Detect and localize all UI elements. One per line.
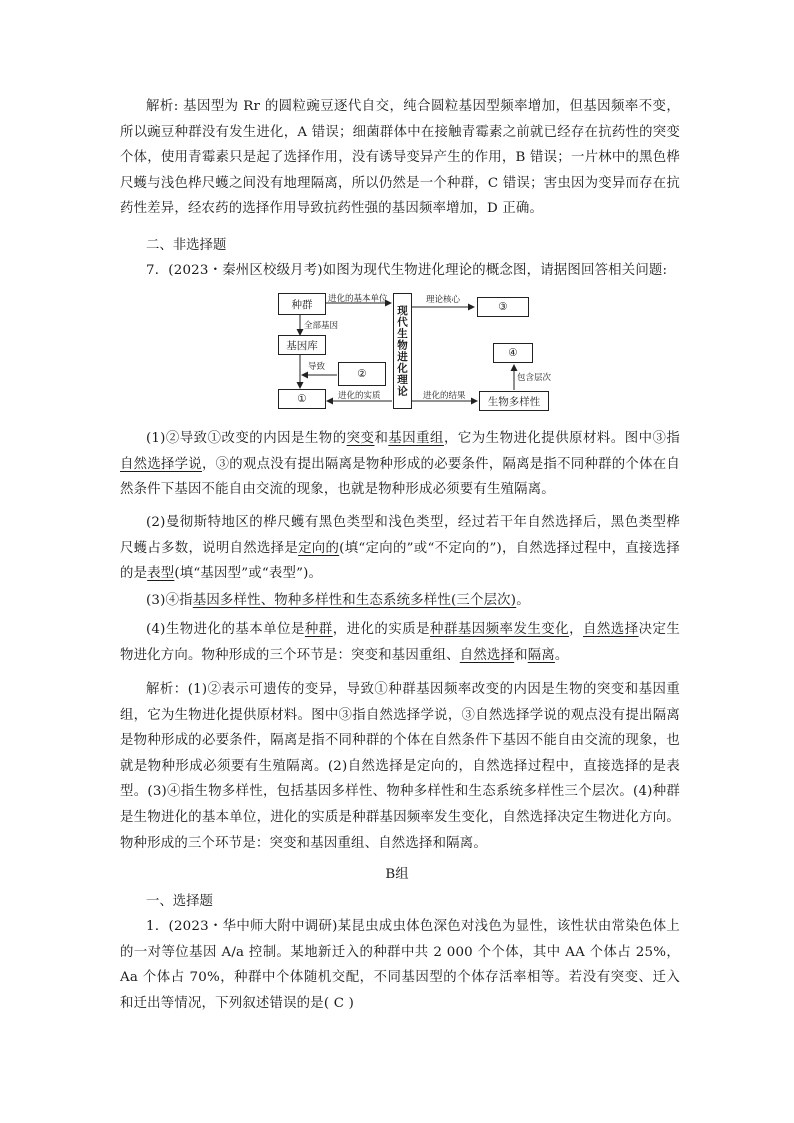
answer-1-text-a: (1)②导致①改变的内因是生物的 <box>146 431 347 446</box>
box-circle-3: ③ <box>477 297 529 317</box>
box-circle-2: ② <box>338 362 386 386</box>
box-circle-4: ④ <box>493 343 533 363</box>
question-1-stem: 1．(2023・华中师大附中调研)某昆虫成虫体色深色对浅色为显性，该性状由常染色体上的一对等位基因 A/a 控制。某地新迁入的种群中共 2 000 个个体，其中 AA 个体占 25%，Aa 个体占 70%，种群中个体随机交配，不同基因型的个体存活率相等。若没有突变、迁入和迁出等情况，下列叙述错误的是( C ) <box>120 919 680 1011</box>
answer-1-text-b: 和 <box>374 431 389 446</box>
analysis-paragraph-b: 解析：(1)②表示可遗传的变异，导致①种群基因频率改变的内因是生物的突变和基因重组，它为生物进化提供原材料。图中③指自然选择学说，③自然选择学说的观点没有提出隔离是物种形成的必要条件，隔离是指不同种群的个体在自然条件下基因不能自由交流的现象，也就是物种形成必须要有生殖隔离。(2)自然选择是定向的，自然选择过程中，直接选择的是表型。(3)④指生物多样性，包括基因多样性、物种多样性和生态系统多样性三个层次。(4)种群是生物进化的基本单位，进化的实质是种群基因频率发生变化，自然选择决定生物进化方向。物种形成的三个环节是：突变和基因重组、自然选择和隔离。 <box>120 682 680 851</box>
answer-3-text-a: (3)④指 <box>146 593 193 608</box>
group-b-heading: B组 <box>385 867 409 882</box>
answer-2-text-a: (2)曼彻斯特地区的桦尺蠖有黑色类型和浅色类型，经过若干年自然选择后，黑色类型桦尺蠖占多数，说明自然选择是 <box>120 515 680 556</box>
answer-4 <box>120 617 680 668</box>
answer-1-blank-recombination: 基因重组 <box>388 431 444 446</box>
answer-1-blank-mutation: 突变 <box>346 431 375 446</box>
label-basic-unit: 进化的基本单位 <box>328 294 388 304</box>
answer-4-text-d: 决定生物进化方向。物种形成的三个环节是：突变和基因重组、 <box>120 622 680 663</box>
label-all-genes: 全部基因 <box>304 321 339 331</box>
answer-4-text-b: ，进化的实质是 <box>332 622 431 637</box>
label-include-levels: 包含层次 <box>517 373 552 383</box>
label-evolution-result: 进化的结果 <box>423 391 466 401</box>
answer-4-blank-gene-frequency: 种群基因频率发生变化 <box>430 622 570 637</box>
label-essence: 进化的实质 <box>338 391 381 401</box>
answer-2 <box>120 510 680 587</box>
label-theory-core: 理论核心 <box>426 295 461 305</box>
box-jiyinku: 基因库 <box>278 335 326 355</box>
answer-4-blank-isolation: 隔离 <box>527 647 555 663</box>
box-circle-1: ① <box>278 389 326 409</box>
box-modern-evolution-theory: 现代生物进化理论 <box>393 293 412 409</box>
answer-4-text-c: ， <box>569 622 583 637</box>
answer-3-blank-diversity: 基因多样性、物种多样性和生态系统多样性(三个层次) <box>192 593 517 608</box>
answer-2-text-b: (填“定向的”或“不定向的”)，自然选择过程中，直接选择的是 <box>120 540 680 582</box>
answer-4-blank-natural-selection: 自然选择 <box>582 622 639 637</box>
label-cause: 导致 <box>308 362 326 372</box>
answer-2-blank-directional: 定向的 <box>298 540 340 556</box>
question-7-stem: 7．(2023・秦州区校级月考)如图为现代生物进化理论的概念图，请据图回答相关问题: <box>146 263 668 278</box>
box-zhongqun: 种群 <box>278 293 326 315</box>
analysis-paragraph-a: 解析: 基因型为 Rr 的圆粒豌豆逐代自交，纯合圆粒基因型频率增加，但基因频率不变，所以豌豆种群没有发生进化，A 错误；细菌群体中在接触青霉素之前就已经存在抗药性的突变个体，使用青霉素只是起了选择作用，没有诱导变异产生的作用，B 错误；一片林中的黑色桦尺蠖与浅色桦尺蠖之间没有地理隔离，所以仍然是一个种群，C 错误；害虫因为变异而存在抗药性差异，经农药的选择作用导致抗药性强的基因频率增加，D 正确。 <box>120 99 680 217</box>
answer-1-text-d: ，③的观点没有提出隔离是物种形成的必要条件，隔离是指不同种群的个体在自然条件下基因不能自由交流的现象，也就是物种形成必须要有生殖隔离。 <box>120 456 681 498</box>
answer-4-blank-population: 种群 <box>304 622 333 637</box>
answer-3 <box>120 588 680 614</box>
section-heading-nonchoice: 二、非选择题 <box>146 238 227 253</box>
concept-diagram <box>276 291 566 413</box>
answer-4-text-f: 。 <box>554 647 569 663</box>
answer-1-text-c: ，它为生物进化提供原材料。图中③指 <box>443 431 681 446</box>
answer-1-blank-natural-selection: 自然选择学说 <box>120 456 202 472</box>
box-biodiversity: 生物多样性 <box>479 391 549 411</box>
answer-2-text-c: (填“基因型”或“表型”)。 <box>174 566 323 582</box>
section-heading-choice: 一、选择题 <box>146 894 213 909</box>
answer-3-text-b: 。 <box>516 593 530 608</box>
answer-4-text-e: 和 <box>514 647 528 663</box>
answer-1 <box>120 426 680 503</box>
answer-2-blank-phenotype: 表型 <box>147 566 175 582</box>
answer-4-text-a: (4)生物进化的基本单位是 <box>146 622 305 637</box>
answer-4-blank-natural-selection-2: 自然选择 <box>459 647 515 663</box>
